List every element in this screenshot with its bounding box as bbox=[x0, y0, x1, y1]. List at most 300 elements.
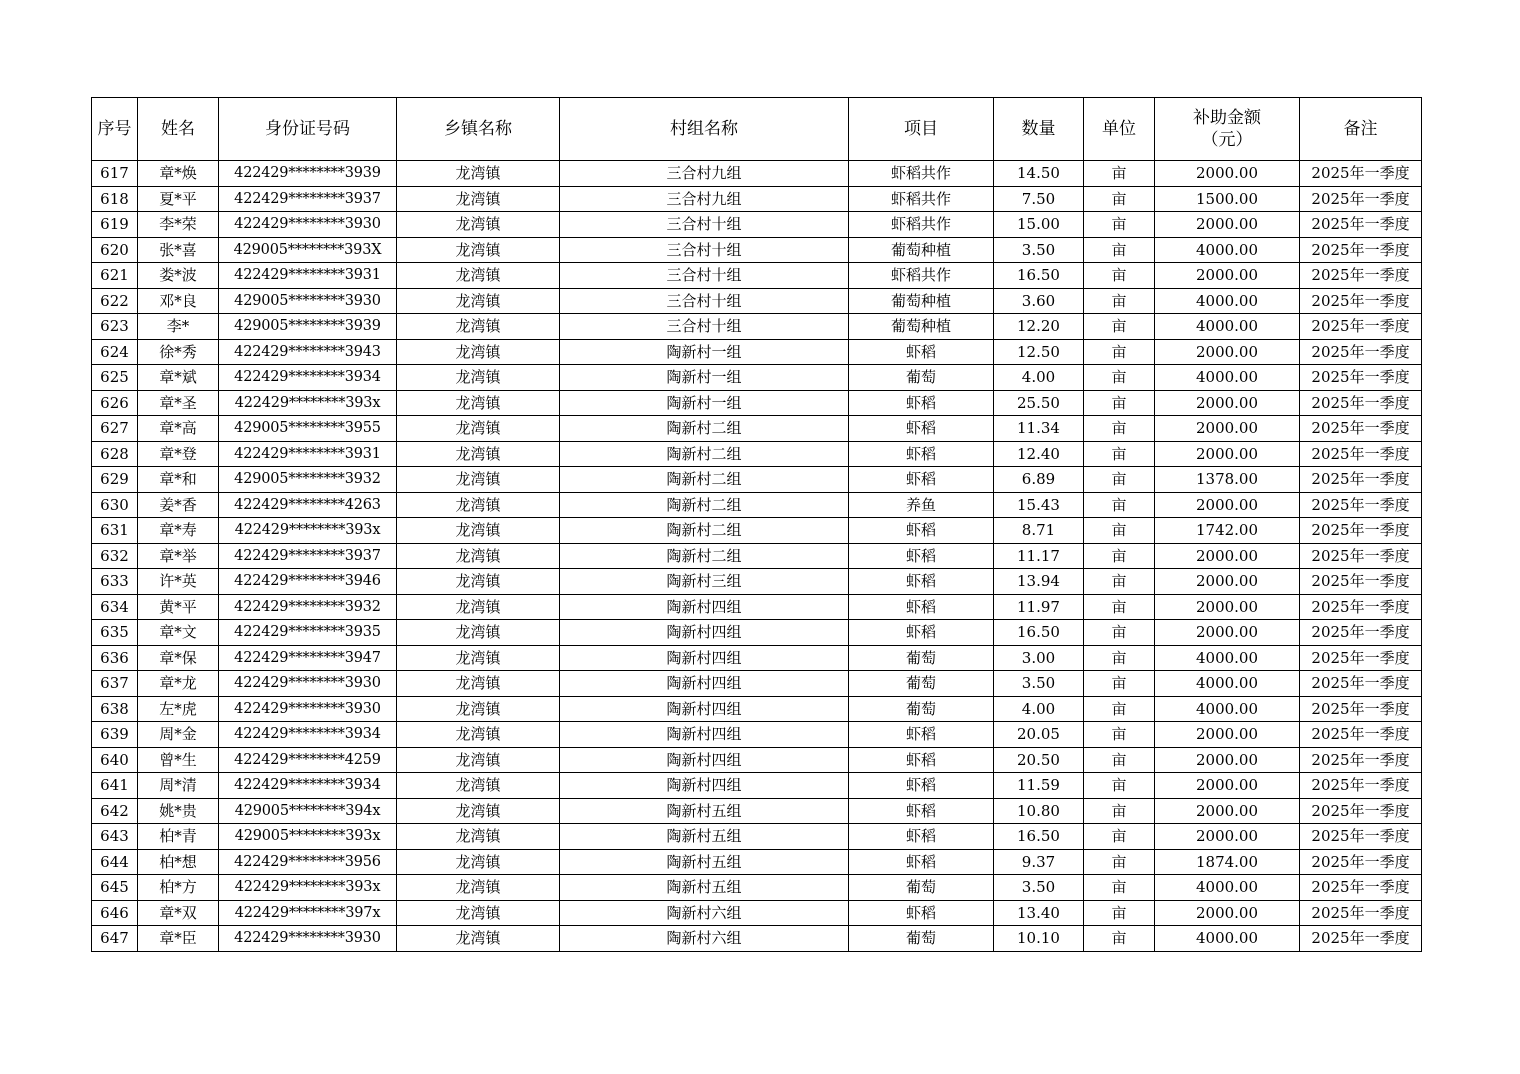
cell-quantity: 12.50 bbox=[994, 339, 1084, 365]
cell-remark: 2025年一季度 bbox=[1300, 314, 1422, 340]
cell-quantity: 11.34 bbox=[994, 416, 1084, 442]
cell-remark: 2025年一季度 bbox=[1300, 747, 1422, 773]
cell-seq: 624 bbox=[92, 339, 138, 365]
cell-town: 龙湾镇 bbox=[397, 594, 560, 620]
table-row bbox=[92, 237, 1422, 263]
cell-remark: 2025年一季度 bbox=[1300, 875, 1422, 901]
cell-remark: 2025年一季度 bbox=[1300, 773, 1422, 799]
cell-town: 龙湾镇 bbox=[397, 339, 560, 365]
cell-seq: 644 bbox=[92, 849, 138, 875]
header-project: 项目 bbox=[849, 98, 994, 161]
cell-town: 龙湾镇 bbox=[397, 645, 560, 671]
cell-remark: 2025年一季度 bbox=[1300, 288, 1422, 314]
cell-name: 章*寿 bbox=[138, 518, 219, 544]
cell-id-number: 422429********3937 bbox=[219, 186, 397, 212]
cell-subsidy-amount: 2000.00 bbox=[1155, 594, 1300, 620]
cell-quantity: 6.89 bbox=[994, 467, 1084, 493]
cell-seq: 627 bbox=[92, 416, 138, 442]
cell-village: 陶新村五组 bbox=[560, 849, 849, 875]
cell-name: 李* bbox=[138, 314, 219, 340]
table-row bbox=[92, 314, 1422, 340]
cell-remark: 2025年一季度 bbox=[1300, 900, 1422, 926]
cell-seq: 634 bbox=[92, 594, 138, 620]
cell-project: 虾稻 bbox=[849, 620, 994, 646]
cell-village: 三合村十组 bbox=[560, 237, 849, 263]
cell-seq: 642 bbox=[92, 798, 138, 824]
table-row bbox=[92, 900, 1422, 926]
cell-subsidy-amount: 4000.00 bbox=[1155, 926, 1300, 952]
cell-subsidy-amount: 4000.00 bbox=[1155, 288, 1300, 314]
cell-name: 徐*秀 bbox=[138, 339, 219, 365]
table-row bbox=[92, 594, 1422, 620]
cell-subsidy-amount: 1378.00 bbox=[1155, 467, 1300, 493]
cell-town: 龙湾镇 bbox=[397, 747, 560, 773]
cell-seq: 620 bbox=[92, 237, 138, 263]
subsidy-table bbox=[91, 97, 1422, 952]
cell-project: 虾稻 bbox=[849, 543, 994, 569]
cell-seq: 635 bbox=[92, 620, 138, 646]
cell-quantity: 3.50 bbox=[994, 671, 1084, 697]
cell-project: 葡萄种植 bbox=[849, 288, 994, 314]
cell-remark: 2025年一季度 bbox=[1300, 849, 1422, 875]
cell-unit: 亩 bbox=[1084, 645, 1155, 671]
table-body bbox=[92, 161, 1422, 952]
cell-project: 虾稻 bbox=[849, 569, 994, 595]
cell-name: 章*龙 bbox=[138, 671, 219, 697]
cell-seq: 622 bbox=[92, 288, 138, 314]
cell-name: 章*双 bbox=[138, 900, 219, 926]
cell-subsidy-amount: 2000.00 bbox=[1155, 339, 1300, 365]
cell-name: 姚*贵 bbox=[138, 798, 219, 824]
cell-town: 龙湾镇 bbox=[397, 467, 560, 493]
cell-seq: 646 bbox=[92, 900, 138, 926]
cell-project: 虾稻共作 bbox=[849, 161, 994, 187]
cell-subsidy-amount: 2000.00 bbox=[1155, 798, 1300, 824]
cell-project: 葡萄 bbox=[849, 365, 994, 391]
cell-id-number: 422429********3946 bbox=[219, 569, 397, 595]
cell-unit: 亩 bbox=[1084, 824, 1155, 850]
cell-unit: 亩 bbox=[1084, 186, 1155, 212]
table-row bbox=[92, 645, 1422, 671]
cell-seq: 643 bbox=[92, 824, 138, 850]
cell-quantity: 25.50 bbox=[994, 390, 1084, 416]
cell-town: 龙湾镇 bbox=[397, 569, 560, 595]
cell-project: 虾稻 bbox=[849, 798, 994, 824]
cell-village: 陶新村三组 bbox=[560, 569, 849, 595]
cell-village: 陶新村二组 bbox=[560, 543, 849, 569]
cell-subsidy-amount: 1742.00 bbox=[1155, 518, 1300, 544]
cell-project: 虾稻 bbox=[849, 849, 994, 875]
cell-remark: 2025年一季度 bbox=[1300, 339, 1422, 365]
cell-id-number: 422429********393x bbox=[219, 875, 397, 901]
cell-id-number: 429005********3932 bbox=[219, 467, 397, 493]
cell-remark: 2025年一季度 bbox=[1300, 492, 1422, 518]
cell-village: 三合村十组 bbox=[560, 314, 849, 340]
cell-unit: 亩 bbox=[1084, 212, 1155, 238]
cell-village: 陶新村四组 bbox=[560, 747, 849, 773]
cell-village: 陶新村一组 bbox=[560, 339, 849, 365]
cell-name: 邓*良 bbox=[138, 288, 219, 314]
table-row bbox=[92, 161, 1422, 187]
cell-name: 章*斌 bbox=[138, 365, 219, 391]
cell-seq: 640 bbox=[92, 747, 138, 773]
cell-remark: 2025年一季度 bbox=[1300, 926, 1422, 952]
cell-town: 龙湾镇 bbox=[397, 212, 560, 238]
table-row bbox=[92, 543, 1422, 569]
cell-subsidy-amount: 2000.00 bbox=[1155, 569, 1300, 595]
cell-quantity: 12.40 bbox=[994, 441, 1084, 467]
cell-village: 三合村九组 bbox=[560, 161, 849, 187]
cell-id-number: 422429********393x bbox=[219, 390, 397, 416]
table-row bbox=[92, 671, 1422, 697]
cell-subsidy-amount: 2000.00 bbox=[1155, 543, 1300, 569]
cell-project: 葡萄 bbox=[849, 875, 994, 901]
table-row bbox=[92, 798, 1422, 824]
cell-seq: 636 bbox=[92, 645, 138, 671]
cell-unit: 亩 bbox=[1084, 620, 1155, 646]
cell-quantity: 10.80 bbox=[994, 798, 1084, 824]
cell-town: 龙湾镇 bbox=[397, 824, 560, 850]
cell-remark: 2025年一季度 bbox=[1300, 645, 1422, 671]
cell-village: 陶新村二组 bbox=[560, 441, 849, 467]
cell-id-number: 422429********3943 bbox=[219, 339, 397, 365]
cell-subsidy-amount: 2000.00 bbox=[1155, 773, 1300, 799]
header-id-number: 身份证号码 bbox=[219, 98, 397, 161]
cell-seq: 625 bbox=[92, 365, 138, 391]
cell-subsidy-amount: 2000.00 bbox=[1155, 492, 1300, 518]
cell-id-number: 422429********393x bbox=[219, 518, 397, 544]
cell-seq: 632 bbox=[92, 543, 138, 569]
cell-quantity: 4.00 bbox=[994, 696, 1084, 722]
cell-remark: 2025年一季度 bbox=[1300, 696, 1422, 722]
cell-quantity: 16.50 bbox=[994, 824, 1084, 850]
cell-project: 养鱼 bbox=[849, 492, 994, 518]
header-name: 姓名 bbox=[138, 98, 219, 161]
cell-village: 陶新村四组 bbox=[560, 696, 849, 722]
cell-town: 龙湾镇 bbox=[397, 390, 560, 416]
cell-remark: 2025年一季度 bbox=[1300, 671, 1422, 697]
table-row bbox=[92, 467, 1422, 493]
cell-town: 龙湾镇 bbox=[397, 365, 560, 391]
table-row bbox=[92, 263, 1422, 289]
cell-seq: 641 bbox=[92, 773, 138, 799]
cell-id-number: 429005********393x bbox=[219, 824, 397, 850]
cell-unit: 亩 bbox=[1084, 339, 1155, 365]
cell-subsidy-amount: 2000.00 bbox=[1155, 390, 1300, 416]
cell-seq: 638 bbox=[92, 696, 138, 722]
cell-quantity: 20.05 bbox=[994, 722, 1084, 748]
table-row bbox=[92, 212, 1422, 238]
cell-quantity: 10.10 bbox=[994, 926, 1084, 952]
cell-quantity: 11.17 bbox=[994, 543, 1084, 569]
cell-subsidy-amount: 1500.00 bbox=[1155, 186, 1300, 212]
table-row bbox=[92, 492, 1422, 518]
cell-subsidy-amount: 2000.00 bbox=[1155, 824, 1300, 850]
cell-quantity: 9.37 bbox=[994, 849, 1084, 875]
cell-unit: 亩 bbox=[1084, 161, 1155, 187]
cell-unit: 亩 bbox=[1084, 543, 1155, 569]
cell-project: 虾稻 bbox=[849, 441, 994, 467]
cell-remark: 2025年一季度 bbox=[1300, 161, 1422, 187]
cell-id-number: 429005********3955 bbox=[219, 416, 397, 442]
cell-town: 龙湾镇 bbox=[397, 492, 560, 518]
table-row bbox=[92, 722, 1422, 748]
table-row bbox=[92, 849, 1422, 875]
cell-unit: 亩 bbox=[1084, 263, 1155, 289]
cell-project: 虾稻共作 bbox=[849, 212, 994, 238]
cell-quantity: 13.94 bbox=[994, 569, 1084, 595]
cell-quantity: 11.97 bbox=[994, 594, 1084, 620]
cell-unit: 亩 bbox=[1084, 569, 1155, 595]
cell-id-number: 422429********3930 bbox=[219, 212, 397, 238]
cell-remark: 2025年一季度 bbox=[1300, 518, 1422, 544]
cell-quantity: 3.50 bbox=[994, 237, 1084, 263]
cell-subsidy-amount: 2000.00 bbox=[1155, 722, 1300, 748]
cell-town: 龙湾镇 bbox=[397, 161, 560, 187]
table-row bbox=[92, 747, 1422, 773]
cell-town: 龙湾镇 bbox=[397, 722, 560, 748]
cell-town: 龙湾镇 bbox=[397, 773, 560, 799]
cell-subsidy-amount: 2000.00 bbox=[1155, 747, 1300, 773]
cell-quantity: 11.59 bbox=[994, 773, 1084, 799]
table-row bbox=[92, 620, 1422, 646]
cell-id-number: 429005********3930 bbox=[219, 288, 397, 314]
cell-unit: 亩 bbox=[1084, 288, 1155, 314]
cell-seq: 630 bbox=[92, 492, 138, 518]
cell-remark: 2025年一季度 bbox=[1300, 543, 1422, 569]
cell-name: 黄*平 bbox=[138, 594, 219, 620]
cell-name: 曾*生 bbox=[138, 747, 219, 773]
header-subsidy-amount bbox=[1155, 98, 1300, 161]
cell-village: 三合村十组 bbox=[560, 288, 849, 314]
cell-id-number: 429005********393X bbox=[219, 237, 397, 263]
cell-quantity: 8.71 bbox=[994, 518, 1084, 544]
cell-unit: 亩 bbox=[1084, 237, 1155, 263]
cell-quantity: 15.43 bbox=[994, 492, 1084, 518]
table-row bbox=[92, 824, 1422, 850]
cell-quantity: 16.50 bbox=[994, 263, 1084, 289]
cell-project: 虾稻 bbox=[849, 416, 994, 442]
header-remark: 备注 bbox=[1300, 98, 1422, 161]
cell-remark: 2025年一季度 bbox=[1300, 798, 1422, 824]
cell-name: 柏*方 bbox=[138, 875, 219, 901]
cell-town: 龙湾镇 bbox=[397, 518, 560, 544]
cell-subsidy-amount: 2000.00 bbox=[1155, 416, 1300, 442]
cell-unit: 亩 bbox=[1084, 467, 1155, 493]
cell-town: 龙湾镇 bbox=[397, 237, 560, 263]
cell-unit: 亩 bbox=[1084, 849, 1155, 875]
cell-subsidy-amount: 2000.00 bbox=[1155, 441, 1300, 467]
cell-seq: 619 bbox=[92, 212, 138, 238]
cell-quantity: 12.20 bbox=[994, 314, 1084, 340]
cell-remark: 2025年一季度 bbox=[1300, 186, 1422, 212]
cell-subsidy-amount: 4000.00 bbox=[1155, 365, 1300, 391]
cell-remark: 2025年一季度 bbox=[1300, 237, 1422, 263]
header-subsidy-line1: 补助金额 bbox=[1193, 108, 1261, 128]
cell-village: 三合村十组 bbox=[560, 212, 849, 238]
cell-project: 虾稻 bbox=[849, 518, 994, 544]
cell-project: 虾稻 bbox=[849, 390, 994, 416]
cell-quantity: 15.00 bbox=[994, 212, 1084, 238]
cell-id-number: 429005********394x bbox=[219, 798, 397, 824]
cell-remark: 2025年一季度 bbox=[1300, 390, 1422, 416]
cell-subsidy-amount: 2000.00 bbox=[1155, 263, 1300, 289]
table-row bbox=[92, 365, 1422, 391]
cell-name: 周*清 bbox=[138, 773, 219, 799]
cell-name: 夏*平 bbox=[138, 186, 219, 212]
cell-remark: 2025年一季度 bbox=[1300, 365, 1422, 391]
cell-unit: 亩 bbox=[1084, 390, 1155, 416]
cell-seq: 617 bbox=[92, 161, 138, 187]
cell-id-number: 422429********3930 bbox=[219, 926, 397, 952]
cell-seq: 626 bbox=[92, 390, 138, 416]
cell-project: 虾稻 bbox=[849, 467, 994, 493]
cell-unit: 亩 bbox=[1084, 441, 1155, 467]
cell-town: 龙湾镇 bbox=[397, 186, 560, 212]
cell-village: 陶新村四组 bbox=[560, 594, 849, 620]
cell-project: 葡萄 bbox=[849, 696, 994, 722]
cell-project: 葡萄 bbox=[849, 926, 994, 952]
cell-seq: 633 bbox=[92, 569, 138, 595]
cell-quantity: 4.00 bbox=[994, 365, 1084, 391]
cell-quantity: 14.50 bbox=[994, 161, 1084, 187]
cell-town: 龙湾镇 bbox=[397, 620, 560, 646]
table-row bbox=[92, 696, 1422, 722]
cell-unit: 亩 bbox=[1084, 416, 1155, 442]
cell-project: 虾稻 bbox=[849, 773, 994, 799]
cell-remark: 2025年一季度 bbox=[1300, 569, 1422, 595]
cell-id-number: 429005********3939 bbox=[219, 314, 397, 340]
cell-id-number: 422429********3939 bbox=[219, 161, 397, 187]
table-row bbox=[92, 518, 1422, 544]
table-row bbox=[92, 416, 1422, 442]
table-row bbox=[92, 186, 1422, 212]
cell-village: 三合村十组 bbox=[560, 263, 849, 289]
cell-id-number: 422429********3935 bbox=[219, 620, 397, 646]
cell-name: 左*虎 bbox=[138, 696, 219, 722]
cell-seq: 647 bbox=[92, 926, 138, 952]
cell-seq: 618 bbox=[92, 186, 138, 212]
cell-village: 陶新村四组 bbox=[560, 645, 849, 671]
cell-project: 虾稻 bbox=[849, 722, 994, 748]
cell-project: 虾稻 bbox=[849, 824, 994, 850]
cell-quantity: 3.50 bbox=[994, 875, 1084, 901]
cell-village: 陶新村五组 bbox=[560, 824, 849, 850]
cell-name: 许*英 bbox=[138, 569, 219, 595]
document-page bbox=[91, 97, 1421, 952]
cell-remark: 2025年一季度 bbox=[1300, 467, 1422, 493]
cell-village: 三合村九组 bbox=[560, 186, 849, 212]
cell-unit: 亩 bbox=[1084, 518, 1155, 544]
cell-village: 陶新村四组 bbox=[560, 620, 849, 646]
cell-name: 章*和 bbox=[138, 467, 219, 493]
cell-remark: 2025年一季度 bbox=[1300, 824, 1422, 850]
cell-unit: 亩 bbox=[1084, 671, 1155, 697]
cell-town: 龙湾镇 bbox=[397, 849, 560, 875]
cell-id-number: 422429********3956 bbox=[219, 849, 397, 875]
cell-subsidy-amount: 4000.00 bbox=[1155, 875, 1300, 901]
cell-id-number: 422429********3930 bbox=[219, 696, 397, 722]
cell-village: 陶新村二组 bbox=[560, 518, 849, 544]
cell-project: 葡萄 bbox=[849, 671, 994, 697]
cell-town: 龙湾镇 bbox=[397, 696, 560, 722]
header-quantity: 数量 bbox=[994, 98, 1084, 161]
cell-name: 章*文 bbox=[138, 620, 219, 646]
cell-town: 龙湾镇 bbox=[397, 416, 560, 442]
cell-name: 张*喜 bbox=[138, 237, 219, 263]
cell-seq: 628 bbox=[92, 441, 138, 467]
cell-subsidy-amount: 2000.00 bbox=[1155, 212, 1300, 238]
cell-village: 陶新村二组 bbox=[560, 492, 849, 518]
cell-remark: 2025年一季度 bbox=[1300, 441, 1422, 467]
cell-id-number: 422429********3947 bbox=[219, 645, 397, 671]
cell-village: 陶新村六组 bbox=[560, 900, 849, 926]
cell-seq: 629 bbox=[92, 467, 138, 493]
cell-remark: 2025年一季度 bbox=[1300, 212, 1422, 238]
cell-id-number: 422429********4259 bbox=[219, 747, 397, 773]
cell-subsidy-amount: 4000.00 bbox=[1155, 696, 1300, 722]
cell-id-number: 422429********4263 bbox=[219, 492, 397, 518]
cell-name: 周*金 bbox=[138, 722, 219, 748]
cell-id-number: 422429********3931 bbox=[219, 263, 397, 289]
cell-unit: 亩 bbox=[1084, 900, 1155, 926]
cell-seq: 639 bbox=[92, 722, 138, 748]
cell-unit: 亩 bbox=[1084, 747, 1155, 773]
cell-remark: 2025年一季度 bbox=[1300, 263, 1422, 289]
cell-project: 虾稻 bbox=[849, 339, 994, 365]
cell-unit: 亩 bbox=[1084, 926, 1155, 952]
cell-name: 柏*想 bbox=[138, 849, 219, 875]
cell-project: 葡萄种植 bbox=[849, 237, 994, 263]
cell-town: 龙湾镇 bbox=[397, 798, 560, 824]
cell-seq: 631 bbox=[92, 518, 138, 544]
cell-village: 陶新村二组 bbox=[560, 416, 849, 442]
cell-remark: 2025年一季度 bbox=[1300, 594, 1422, 620]
cell-subsidy-amount: 4000.00 bbox=[1155, 645, 1300, 671]
cell-town: 龙湾镇 bbox=[397, 441, 560, 467]
table-row bbox=[92, 773, 1422, 799]
table-row bbox=[92, 875, 1422, 901]
cell-unit: 亩 bbox=[1084, 875, 1155, 901]
cell-subsidy-amount: 4000.00 bbox=[1155, 237, 1300, 263]
cell-town: 龙湾镇 bbox=[397, 875, 560, 901]
cell-project: 葡萄种植 bbox=[849, 314, 994, 340]
cell-remark: 2025年一季度 bbox=[1300, 416, 1422, 442]
cell-subsidy-amount: 4000.00 bbox=[1155, 671, 1300, 697]
cell-name: 姜*香 bbox=[138, 492, 219, 518]
cell-id-number: 422429********397x bbox=[219, 900, 397, 926]
cell-village: 陶新村六组 bbox=[560, 926, 849, 952]
cell-project: 虾稻 bbox=[849, 747, 994, 773]
cell-name: 章*圣 bbox=[138, 390, 219, 416]
cell-quantity: 20.50 bbox=[994, 747, 1084, 773]
cell-name: 娄*波 bbox=[138, 263, 219, 289]
cell-name: 章*举 bbox=[138, 543, 219, 569]
cell-id-number: 422429********3934 bbox=[219, 365, 397, 391]
cell-unit: 亩 bbox=[1084, 365, 1155, 391]
cell-village: 陶新村四组 bbox=[560, 722, 849, 748]
table-row bbox=[92, 339, 1422, 365]
cell-subsidy-amount: 1874.00 bbox=[1155, 849, 1300, 875]
header-subsidy-line2: （元） bbox=[1201, 130, 1253, 150]
cell-project: 虾稻共作 bbox=[849, 186, 994, 212]
cell-unit: 亩 bbox=[1084, 722, 1155, 748]
header-seq: 序号 bbox=[92, 98, 138, 161]
cell-town: 龙湾镇 bbox=[397, 288, 560, 314]
cell-project: 葡萄 bbox=[849, 645, 994, 671]
cell-town: 龙湾镇 bbox=[397, 671, 560, 697]
cell-name: 柏*青 bbox=[138, 824, 219, 850]
